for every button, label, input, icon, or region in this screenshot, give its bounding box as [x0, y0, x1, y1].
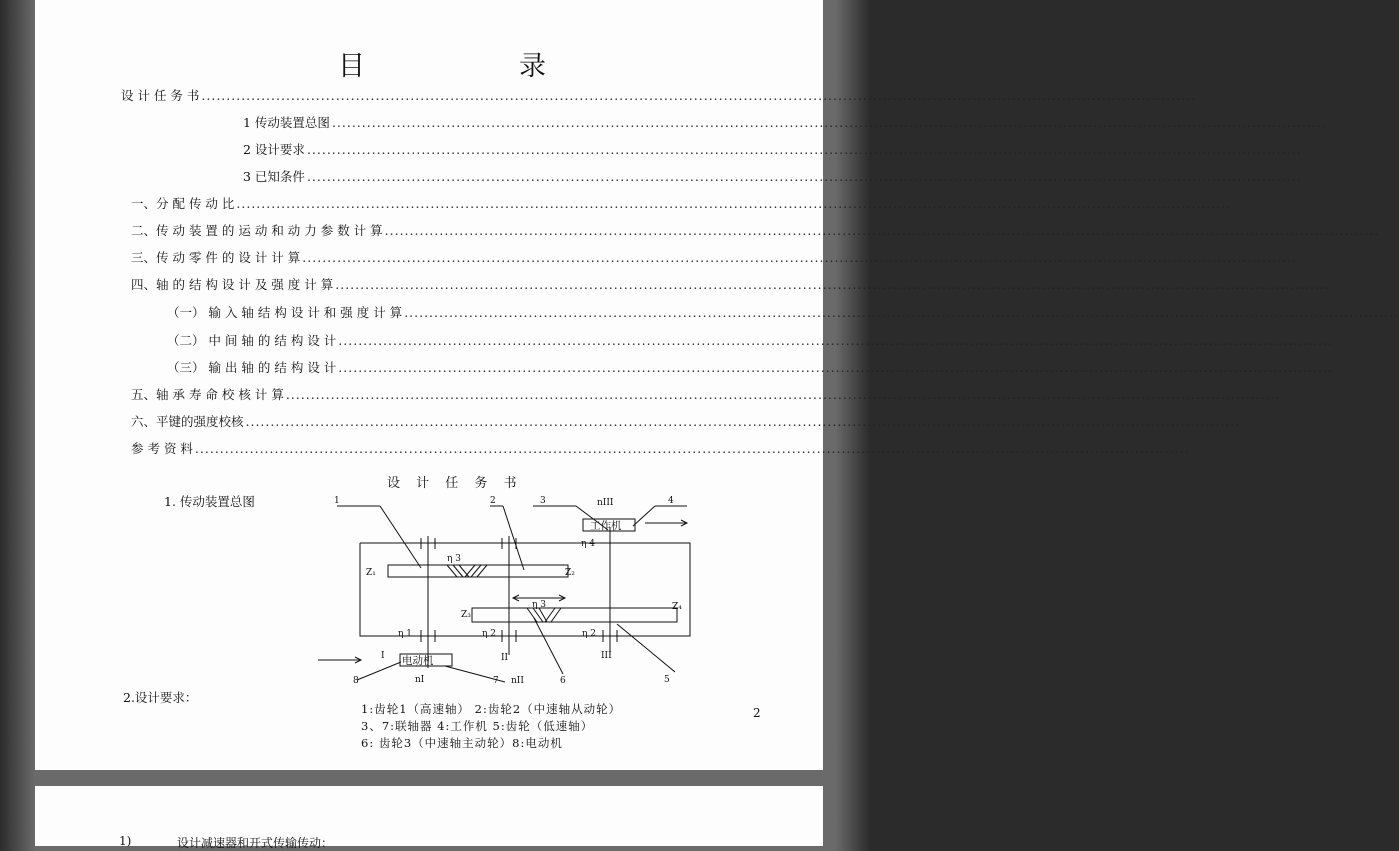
toc-leader-dots: ........................................................................................................................................................................................................ — [306, 168, 1302, 184]
toc-entry-label: 二、传 动 装 置 的 运 动 和 动 力 参 数 计 算 — [131, 223, 383, 238]
toc-entry-label: 六、平键的强度校核 — [131, 414, 244, 429]
legend-line-2: 3、7:联轴器 4:工作机 5:齿轮（低速轴） — [361, 719, 594, 733]
toc-leader-dots: ........................................................................................................................................................................................................ — [245, 413, 1241, 429]
toc-leader-dots: ........................................................................................................................................................................................................ — [384, 222, 1380, 238]
callout-2: 2 — [490, 496, 496, 506]
z3-label: Z₃ — [461, 610, 471, 620]
eta1-label: η 1 — [398, 629, 412, 639]
z2-label: Z₂ — [565, 568, 575, 578]
callout-7: 7 — [493, 676, 499, 686]
shaft-III-label: III — [601, 651, 612, 661]
toc-entry-label: 2 设计要求 — [243, 142, 305, 157]
toc-leader-dots: ........................................................................................................................................................................................................ — [335, 276, 1330, 292]
toc-entry-label: 一、分 配 传 动 比 — [131, 196, 235, 211]
n-bottom-left-label: nI — [415, 675, 425, 685]
legend-line-1: 1:齿轮1（高速轴） 2:齿轮2（中速轴从动轮） — [361, 702, 622, 716]
toc-entry-label: 五、轴 承 寿 命 校 核 计 算 — [131, 387, 284, 402]
toc-entry-label: 三、传 动 零 件 的 设 计 计 算 — [131, 250, 301, 265]
eta2-label: η 2 — [482, 629, 496, 639]
z1-label: Z₁ — [366, 568, 376, 578]
toc-entry-label: （二） 中 间 轴 的 结 构 设 计 — [167, 333, 337, 348]
toc-entry-label: 四、轴 的 结 构 设 计 及 强 度 计 算 — [131, 277, 334, 292]
n-top-label: nIII — [597, 498, 614, 508]
toc-entry-label: 设 计 任 务 书 — [121, 88, 200, 103]
eta3-label: η 3 — [447, 554, 461, 564]
subsection-requirements-title: 2.设计要求： — [123, 690, 198, 705]
callout-3: 3 — [540, 496, 546, 506]
section-title: 设 计 任 务 书 — [387, 476, 523, 491]
callout-1: 1 — [334, 496, 340, 506]
z4-label: Z₄ — [672, 602, 682, 612]
work-machine-box: 工作机 — [590, 520, 622, 532]
toc-entry-label: 参 考 资 料 — [131, 441, 193, 456]
callout-5: 5 — [664, 675, 670, 685]
shaft-II-label: II — [501, 653, 509, 663]
document-page-2 — [35, 786, 823, 850]
toc-leader-dots: ........................................................................................................................................................................................................ — [306, 141, 1302, 157]
list-item-number: 1) — [119, 834, 132, 848]
toc-entry-label: （一） 输 入 轴 结 构 设 计 和 强 度 计 算 — [167, 305, 403, 320]
callout-4: 4 — [668, 496, 674, 506]
eta3-mid-label: η 3 — [532, 600, 546, 610]
toc-entry-label: 3 已知条件 — [243, 169, 305, 184]
toc-entry-label: 1 传动装置总图 — [243, 115, 330, 130]
toc-leader-dots: ........................................................................................................................................................................................................ — [285, 386, 1281, 402]
toc-leader-dots: ........................................................................................................................................................................................................ — [338, 332, 1333, 348]
list-item-text: 设计减速器和开式传输传动： — [177, 836, 334, 850]
motor-box: 电动机 — [402, 655, 434, 667]
toc-leader-dots: ........................................................................................................................................................................................................ — [302, 249, 1297, 265]
document-page-1 — [35, 0, 1399, 770]
toc-leader-dots: ........................................................................................................................................................................................................ — [236, 195, 1232, 211]
page-number: 2 — [753, 706, 761, 720]
eta4-label: η 4 — [581, 539, 595, 549]
toc-leader-dots: ........................................................................................................................................................................................................ — [331, 114, 1327, 130]
toc-leader-dots: ........................................................................................................................................................................................................ — [404, 304, 1399, 320]
title-char-left: 目 — [338, 51, 367, 82]
eta2-right-label: η 2 — [582, 629, 596, 639]
toc-leader-dots: ........................................................................................................................................................................................................ — [201, 87, 1197, 103]
n-bottom-mid-label: nII — [511, 676, 524, 686]
subsection-drawing-title: 1. 传动装置总图 — [164, 494, 255, 509]
legend-line-3: 6: 齿轮3（中速轴主动轮）8:电动机 — [361, 736, 563, 750]
callout-6: 6 — [560, 676, 566, 686]
transmission-diagram — [35, 0, 823, 770]
title-char-right: 录 — [519, 51, 548, 82]
callout-8: 8 — [353, 676, 359, 686]
toc-entry-label: （三） 输 出 轴 的 结 构 设 计 — [167, 360, 337, 375]
toc-leader-dots: ........................................................................................................................................................................................................ — [194, 440, 1190, 456]
toc-leader-dots: ........................................................................................................................................................................................................ — [338, 359, 1333, 375]
shaft-I-label: I — [381, 651, 385, 661]
